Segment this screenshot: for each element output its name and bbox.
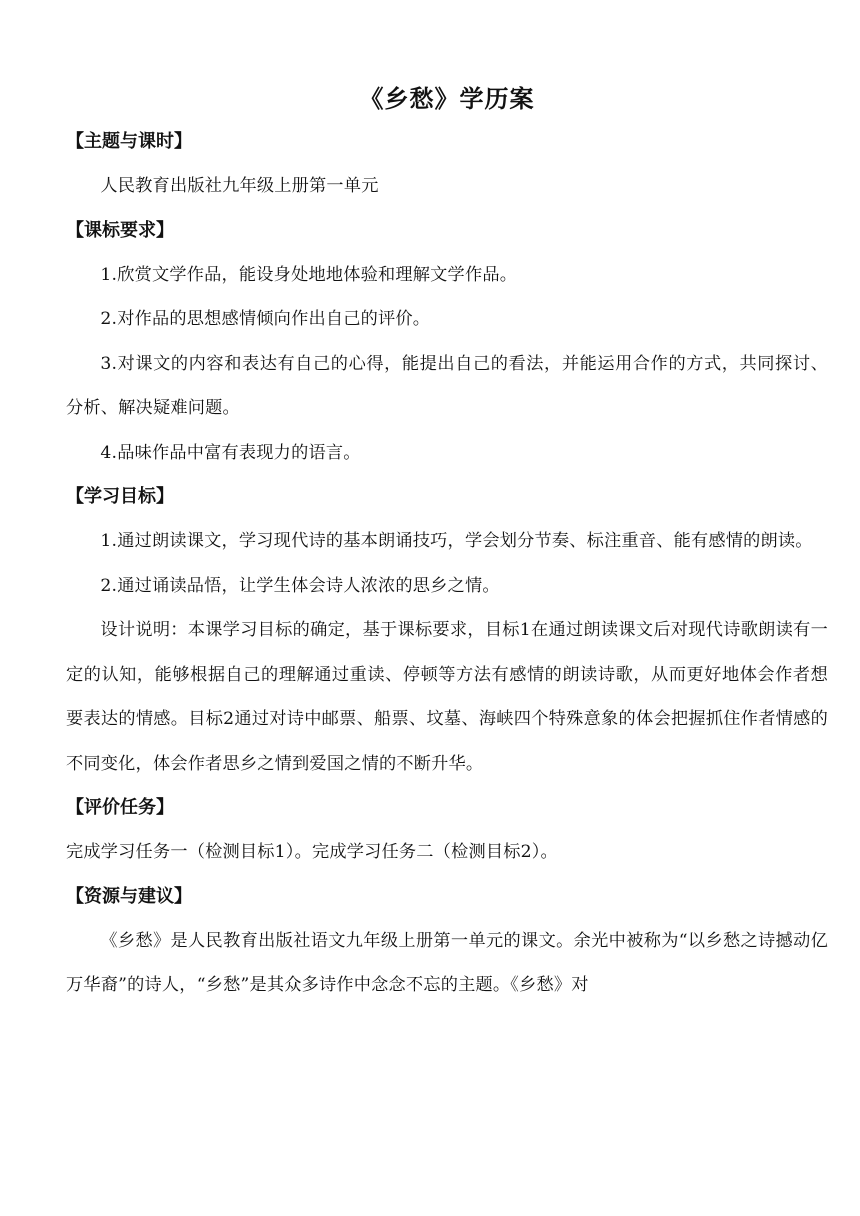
section-heading-evaluation: 【评价任务】 bbox=[66, 797, 174, 818]
paragraph: 完成学习任务一（检测目标1）。完成学习任务二（检测目标2）。 bbox=[66, 842, 558, 862]
paragraph: 1.欣赏文学作品，能设身处地地体验和理解文学作品。 bbox=[100, 264, 518, 285]
section-heading-objectives: 【学习目标】 bbox=[66, 486, 174, 507]
paragraph: 3.对课文的内容和表达有自己的心得，能提出自己的看法，并能运用合作的方式，共同探讨、分析、解决疑难问题。 bbox=[66, 353, 828, 418]
paragraph: 《乡愁》是人民教育出版社语文九年级上册第一单元的课文。余光中被称为“以乡愁之诗撼动亿万华裔”的诗人，“乡愁”是其众多诗作中念念不忘的主题。《乡愁》对 bbox=[66, 930, 828, 995]
section-heading-curriculum: 【课标要求】 bbox=[66, 219, 174, 241]
section-heading-resources: 【资源与建议】 bbox=[66, 885, 192, 907]
document-title: 《乡愁》学历案 bbox=[359, 85, 535, 113]
document-page bbox=[66, 78, 828, 1008]
paragraph: 1.通过朗读课文，学习现代诗的基本朗诵技巧，学会划分节奏、标注重音、能有感情的朗读。 bbox=[100, 531, 813, 551]
paragraph: 人民教育出版社九年级上册第一单元 bbox=[100, 176, 379, 196]
paragraph: 4.品味作品中富有表现力的语言。 bbox=[100, 442, 361, 463]
paragraph: 2.通过诵读品悟，让学生体会诗人浓浓的思乡之情。 bbox=[100, 575, 500, 596]
paragraph: 2.对作品的思想感情倾向作出自己的评价。 bbox=[100, 309, 431, 329]
paragraph: 设计说明：本课学习目标的确定，基于课标要求，目标1在通过朗读课文后对现代诗歌朗读有一定的认知，能够根据自己的理解通过重读、停顿等方法有感情的朗读诗歌，从而更好地体会作者想要表达的情感。目标2通过对诗中邮票、船票、坟墓、海峡四个特殊意象的体会把握抓住作者情感的不同变化，体会作者思乡之情到爱国之情的不断升华。 bbox=[66, 620, 828, 774]
section-heading-topic: 【主题与课时】 bbox=[66, 131, 192, 152]
